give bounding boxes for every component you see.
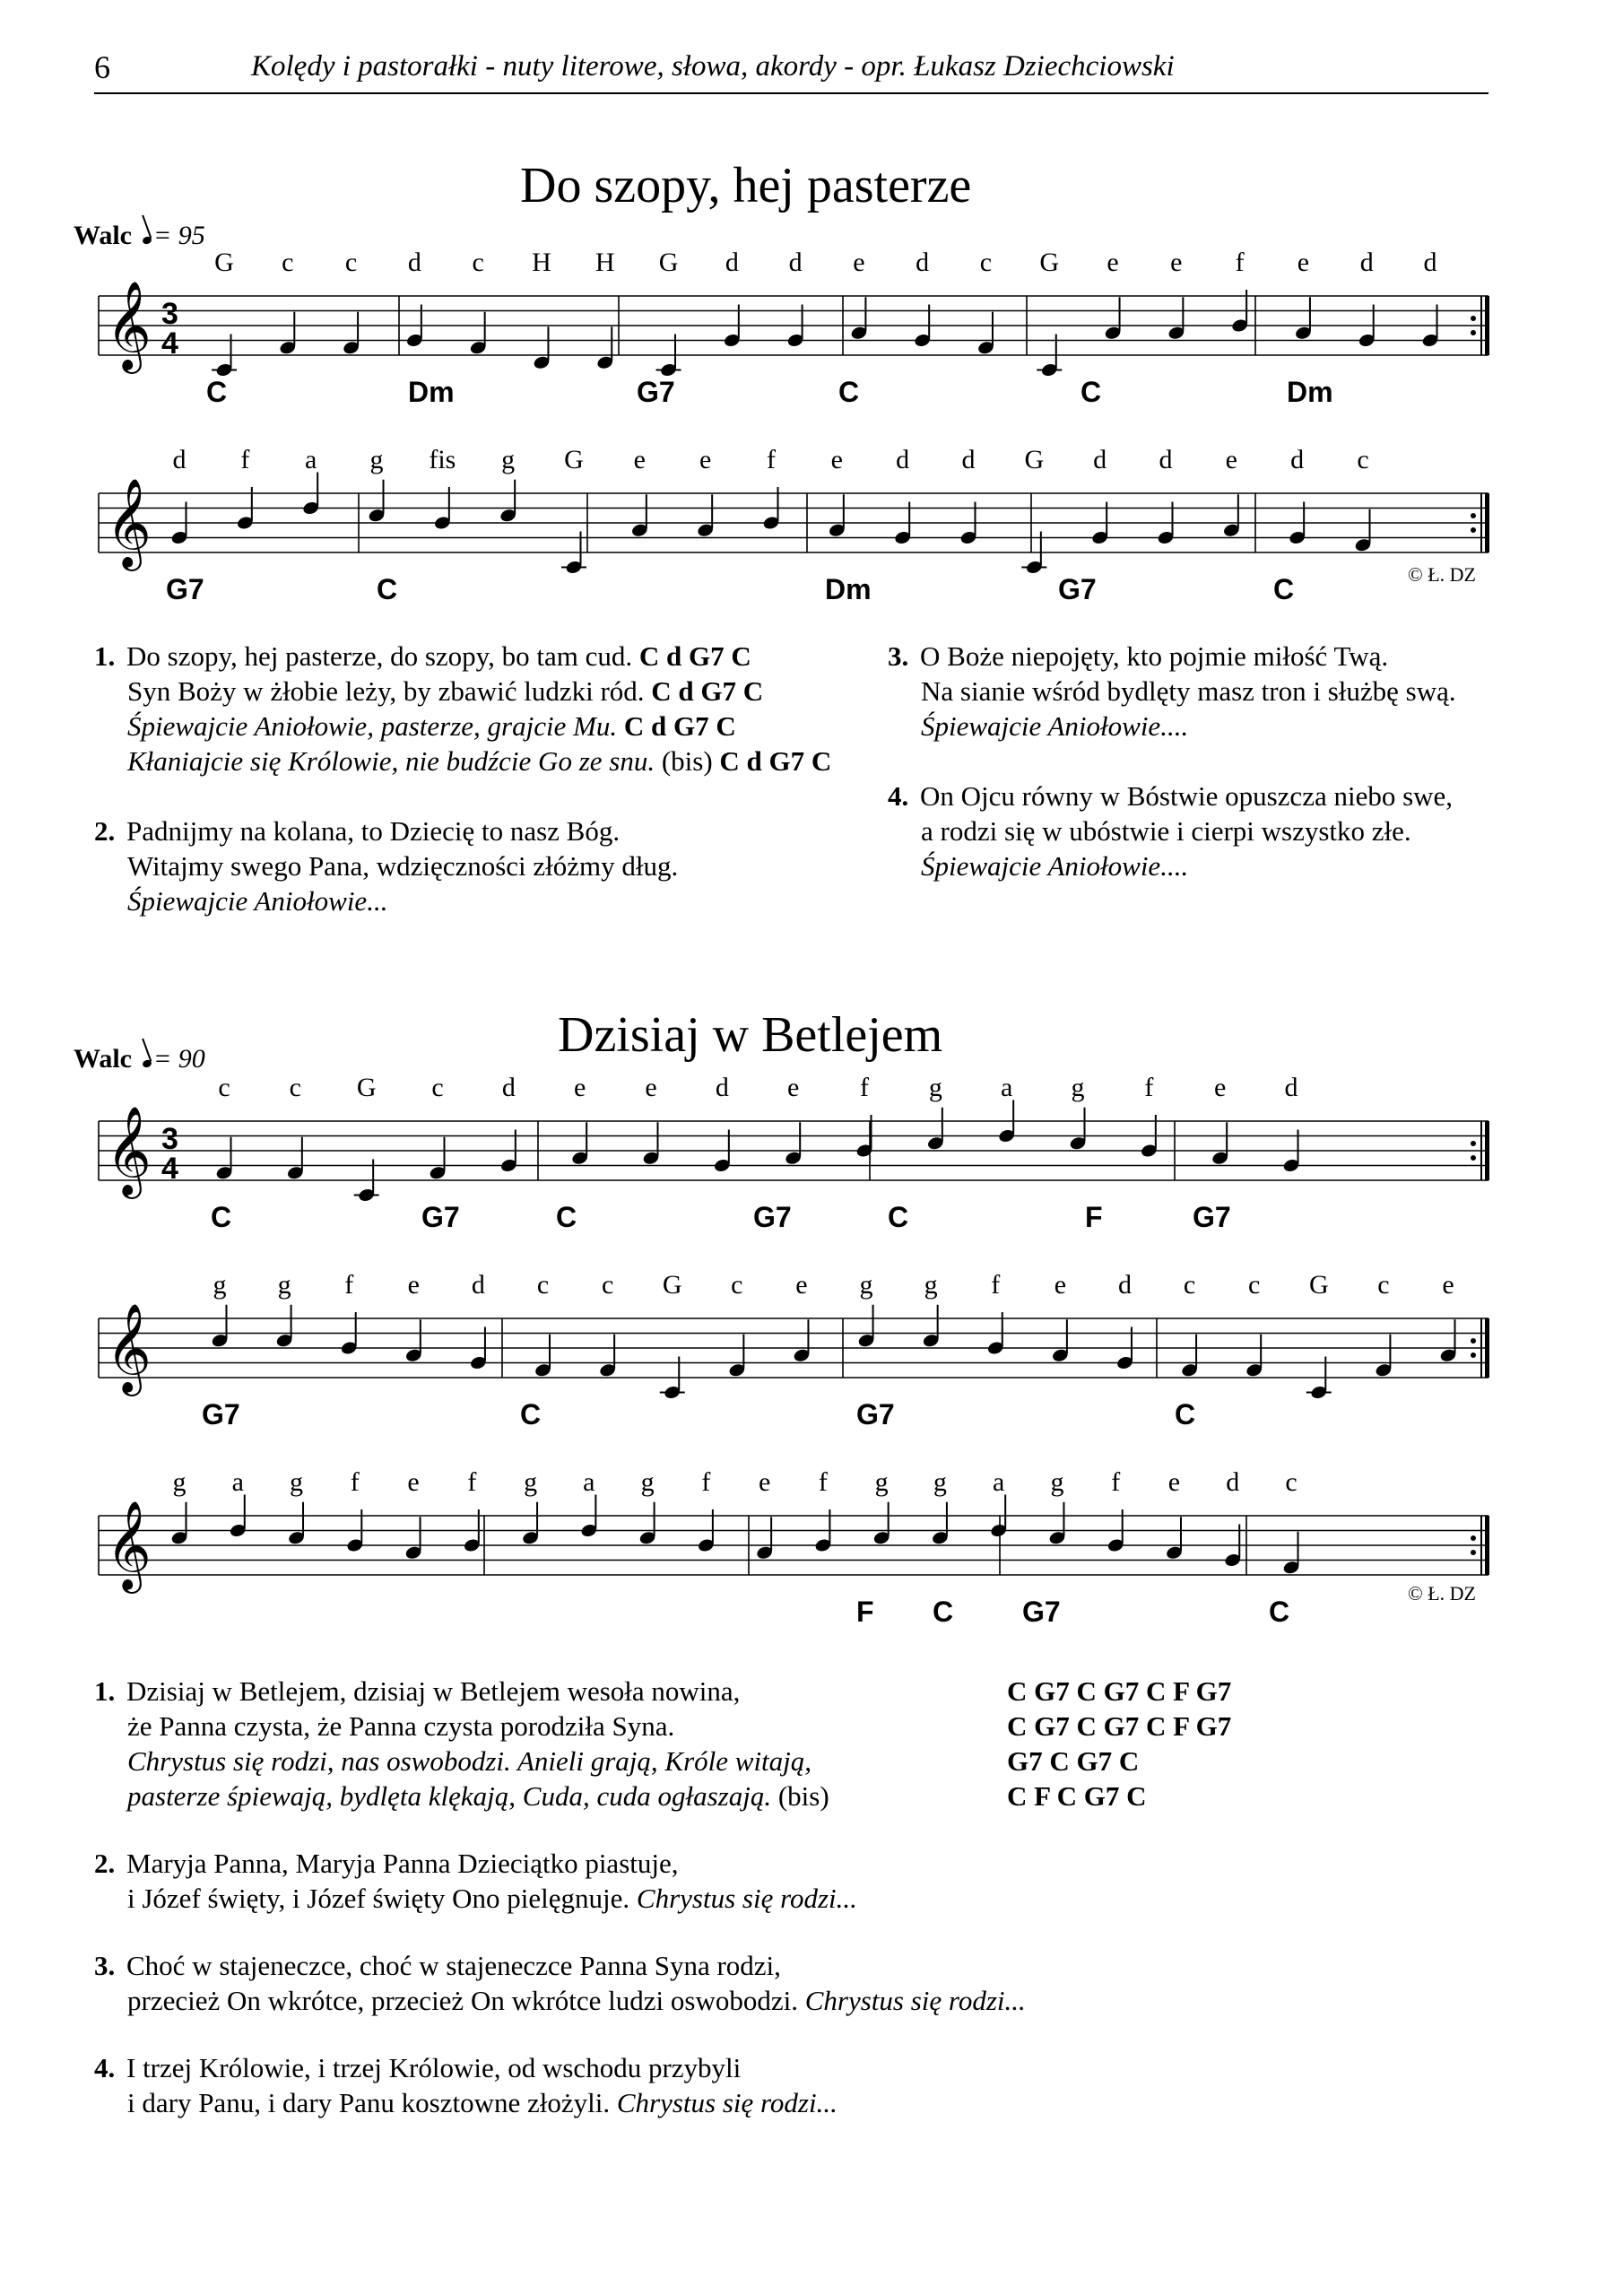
lyric-text: I trzej Królowie, i trzej Królowie, od wschodu przybyli bbox=[126, 2052, 742, 2083]
lyric-text: Syn Boży w żłobie leży, by zbawić ludzki ród. bbox=[127, 675, 645, 707]
refrain-reference: Chrystus się rodzi... bbox=[804, 1985, 1026, 2016]
verse-number: 3. bbox=[888, 640, 909, 672]
note-letter: d bbox=[1359, 251, 1374, 277]
note-letter: d bbox=[896, 448, 910, 474]
verse-line bbox=[94, 1709, 1232, 1744]
note-letter: e bbox=[633, 448, 646, 474]
note-letter: c bbox=[1183, 1274, 1196, 1300]
time-signature-bottom: 4 bbox=[161, 326, 178, 361]
chord-symbol: G7 bbox=[421, 1201, 460, 1233]
note-letter: e bbox=[787, 1076, 800, 1102]
note-letter: d bbox=[1093, 448, 1107, 474]
verse-line bbox=[94, 674, 831, 709]
verse-line bbox=[94, 1779, 1147, 1813]
verse-line bbox=[94, 1846, 1026, 1881]
note-letter: g bbox=[1071, 1076, 1085, 1102]
verse-line bbox=[888, 848, 1456, 883]
verse bbox=[94, 2050, 1026, 2120]
verse-line bbox=[94, 1744, 1140, 1779]
chord-symbol: C bbox=[888, 1201, 909, 1233]
time-signature-top: 3 bbox=[161, 1122, 178, 1156]
verse-line bbox=[94, 1881, 1026, 1916]
note-letter: c bbox=[979, 251, 993, 277]
note-letter: c bbox=[282, 251, 294, 277]
lyric-text: i dary Panu, i dary Panu kosztowne złożyli. bbox=[127, 2087, 611, 2118]
verse-number: 1. bbox=[94, 1675, 116, 1707]
refrain-reference: Chrystus się rodzi... bbox=[636, 1883, 857, 1914]
repeat-marker: (bis) bbox=[777, 1780, 829, 1812]
verse-line bbox=[94, 1983, 1026, 2018]
verse bbox=[888, 778, 1456, 883]
note-letter: g bbox=[369, 448, 384, 474]
note-letter: g bbox=[924, 1274, 938, 1300]
time-signature-top: 3 bbox=[161, 297, 178, 331]
lyric-chords: C d G7 C bbox=[623, 710, 736, 742]
verse-number: 4. bbox=[94, 2052, 116, 2083]
treble-clef-icon: 𝄞 bbox=[106, 1303, 152, 1393]
verses-right-1 bbox=[888, 639, 1456, 883]
lyric-text: i Józef święty, i Józef święty Ono pielęgnuje. bbox=[127, 1883, 630, 1914]
note-letter: d bbox=[172, 448, 187, 474]
lyric-text: Kłaniajcie się Królowie, nie budźcie Go ze snu. bbox=[127, 745, 655, 777]
song-title-1: Do szopy, hej pasterze bbox=[520, 158, 972, 213]
staff-system-2-2 bbox=[0, 1274, 1623, 1471]
note-letter: d bbox=[1290, 448, 1305, 474]
verses-2 bbox=[94, 1674, 1232, 2120]
tempo-marking-1 bbox=[74, 221, 205, 251]
quarter-note-icon bbox=[142, 236, 152, 246]
note-letter: d bbox=[501, 1076, 516, 1102]
note-letter: g bbox=[928, 1076, 942, 1102]
note-letter: g bbox=[874, 1471, 889, 1497]
staff-system-2-1 bbox=[0, 1076, 1623, 1274]
note-letter: G bbox=[356, 1076, 377, 1102]
note-letter: c bbox=[1248, 1274, 1261, 1300]
lyric-chords: C G7 C G7 C F G7 bbox=[1007, 1675, 1232, 1707]
note-letter: g bbox=[524, 1471, 538, 1497]
note-letter: g bbox=[213, 1274, 227, 1300]
chord-symbol: C bbox=[1269, 1596, 1290, 1628]
note-letter: d bbox=[961, 448, 976, 474]
note-letter: G bbox=[662, 1274, 682, 1300]
lyric-text: Na sianie wśród bydlęty masz tron i służbę swą. bbox=[921, 675, 1456, 707]
note-letter: e bbox=[1170, 251, 1183, 277]
chord-symbol: C bbox=[1081, 376, 1102, 408]
verse-line bbox=[888, 813, 1456, 848]
note-letter: g bbox=[501, 448, 516, 474]
staff-svg bbox=[0, 1471, 1623, 1668]
treble-clef-icon: 𝄞 bbox=[106, 1106, 152, 1196]
verse-number: 4. bbox=[888, 780, 909, 812]
note-letter: d bbox=[1159, 448, 1173, 474]
treble-clef-icon: 𝄞 bbox=[106, 1500, 152, 1590]
verse bbox=[94, 639, 831, 778]
lyric-chords: G7 C G7 C bbox=[1007, 1745, 1140, 1777]
verse-number: 1. bbox=[94, 640, 116, 672]
note-letter: c bbox=[289, 1076, 301, 1102]
chord-symbol: Dm bbox=[408, 376, 455, 408]
note-letter: G bbox=[1024, 448, 1045, 474]
note-letter: e bbox=[795, 1274, 808, 1300]
chord-symbol: C bbox=[1273, 573, 1295, 605]
note-letter: d bbox=[1117, 1274, 1132, 1300]
lyric-text: Dzisiaj w Betlejem, dzisiaj w Betlejem wesoła nowina, bbox=[126, 1675, 741, 1707]
note-letter: d bbox=[407, 251, 421, 277]
note-letter: e bbox=[853, 251, 865, 277]
treble-clef-icon: 𝄞 bbox=[106, 478, 152, 568]
tempo-value: = 90 bbox=[153, 1044, 205, 1074]
note-letter: d bbox=[471, 1274, 485, 1300]
lyric-text: On Ojcu równy w Bóstwie opuszcza niebo swe, bbox=[920, 780, 1454, 812]
staff-svg bbox=[0, 1076, 1623, 1274]
note-letter: f bbox=[991, 1274, 1001, 1300]
chord-symbol: G7 bbox=[637, 376, 675, 408]
verse-line bbox=[94, 639, 831, 674]
chord-symbol: C bbox=[1175, 1398, 1196, 1431]
note-letter: f bbox=[860, 1076, 869, 1102]
note-letter: c bbox=[536, 1274, 550, 1300]
verse bbox=[94, 1948, 1026, 2018]
verse bbox=[94, 1674, 1232, 1813]
note-letter: d bbox=[788, 251, 803, 277]
note-letter: e bbox=[758, 1471, 771, 1497]
staff-system-2-3 bbox=[0, 1471, 1623, 1668]
lyric-text: Śpiewajcie Aniołowie.... bbox=[921, 850, 1189, 882]
staff-system-1-1 bbox=[0, 251, 1623, 448]
note-letter: e bbox=[1297, 251, 1310, 277]
lyric-text: Śpiewajcie Aniołowie, pasterze, grajcie Mu. bbox=[127, 710, 618, 742]
note-letter: f bbox=[1235, 251, 1245, 277]
note-letter: f bbox=[1144, 1076, 1154, 1102]
note-letter: G bbox=[1308, 1274, 1329, 1300]
note-letter: g bbox=[933, 1471, 947, 1497]
note-letter: g bbox=[640, 1471, 655, 1497]
note-letter: G bbox=[658, 251, 679, 277]
note-letter: c bbox=[472, 251, 484, 277]
lyric-chords: C F C G7 C bbox=[1007, 1780, 1147, 1812]
note-letter: c bbox=[731, 1274, 743, 1300]
page-header bbox=[94, 43, 1488, 94]
chord-symbol: Dm bbox=[825, 573, 872, 605]
tempo-value: = 95 bbox=[153, 221, 205, 250]
quarter-note-icon bbox=[142, 1059, 152, 1069]
note-letter: e bbox=[407, 1471, 420, 1497]
staff-system-1-2 bbox=[0, 448, 1623, 646]
lyric-text: że Panna czysta, że Panna czysta porodziła Syna. bbox=[127, 1710, 675, 1742]
verse-line bbox=[94, 2085, 1026, 2120]
verse-number: 2. bbox=[94, 815, 116, 847]
note-letter: f bbox=[767, 448, 776, 474]
lyric-chords: C d G7 C bbox=[719, 745, 832, 777]
note-letter: a bbox=[993, 1471, 1005, 1497]
note-letter: e bbox=[1054, 1274, 1067, 1300]
page-number: 6 bbox=[94, 49, 110, 85]
chord-symbol: G7 bbox=[753, 1201, 792, 1233]
chord-symbol: G7 bbox=[1058, 573, 1097, 605]
chord-symbol: G7 bbox=[856, 1398, 895, 1431]
lyric-text: Choć w stajeneczce, choć w stajeneczce Panna Syna rodzi, bbox=[126, 1950, 781, 1981]
note-letter: e bbox=[1442, 1274, 1454, 1300]
note-letter: H bbox=[532, 251, 551, 277]
verse-line bbox=[94, 1948, 1026, 1983]
note-letter: f bbox=[818, 1471, 828, 1497]
note-letter: g bbox=[859, 1274, 873, 1300]
note-letter: H bbox=[595, 251, 615, 277]
note-letter: f bbox=[350, 1471, 360, 1497]
note-letter: f bbox=[467, 1471, 477, 1497]
chord-symbol: C bbox=[838, 376, 860, 408]
note-letter: G bbox=[1039, 251, 1060, 277]
tempo-label: Walc bbox=[74, 1044, 132, 1074]
chord-symbol: C bbox=[520, 1398, 542, 1431]
note-letter: f bbox=[344, 1274, 354, 1300]
note-letter: e bbox=[1225, 448, 1237, 474]
song-title-2: Dzisiaj w Betlejem bbox=[558, 1007, 943, 1063]
copyright-2: © Ł. DZ bbox=[1408, 1582, 1476, 1605]
staff-svg bbox=[0, 1274, 1623, 1471]
verse bbox=[94, 813, 831, 918]
verse-line bbox=[888, 778, 1456, 813]
note-letter: e bbox=[1107, 251, 1119, 277]
refrain-reference: Chrystus się rodzi... bbox=[616, 2087, 838, 2118]
chord-symbol: F bbox=[856, 1596, 874, 1628]
lyric-chords: C d G7 C bbox=[638, 640, 751, 672]
note-letter: a bbox=[583, 1471, 595, 1497]
lyric-text: Chrystus się rodzi, nas oswobodzi. Anieli grają, Króle witają, bbox=[127, 1745, 812, 1777]
verses-left-1 bbox=[94, 639, 831, 918]
lyric-chords: C G7 C G7 C F G7 bbox=[1007, 1710, 1232, 1742]
note-letter: e bbox=[1167, 1471, 1181, 1497]
note-letter: e bbox=[574, 1076, 586, 1102]
note-letter: c bbox=[1377, 1274, 1390, 1300]
lyric-chords: C d G7 C bbox=[651, 675, 764, 707]
verse-line bbox=[888, 639, 1456, 674]
chord-symbol: C bbox=[933, 1596, 954, 1628]
lyric-text: pasterze śpiewają, bydlęta klękają, Cuda, cuda ogłaszają. bbox=[127, 1780, 772, 1812]
note-letter: c bbox=[1285, 1471, 1298, 1497]
verse-line bbox=[94, 848, 831, 883]
chord-symbol: F bbox=[1085, 1201, 1103, 1233]
tempo-label: Walc bbox=[74, 221, 132, 250]
note-letter: f bbox=[1111, 1471, 1121, 1497]
staff-svg bbox=[0, 448, 1623, 646]
note-letter: d bbox=[715, 1076, 729, 1102]
note-letter: a bbox=[231, 1471, 244, 1497]
note-letter: d bbox=[1284, 1076, 1298, 1102]
note-letter: g bbox=[277, 1274, 291, 1300]
note-letter: e bbox=[645, 1076, 657, 1102]
staff-svg bbox=[0, 251, 1623, 448]
note-letter: f bbox=[701, 1471, 711, 1497]
note-letter: c bbox=[601, 1274, 614, 1300]
note-letter: c bbox=[431, 1076, 444, 1102]
verse-line bbox=[94, 813, 831, 848]
note-letter: e bbox=[830, 448, 843, 474]
chord-symbol: C bbox=[211, 1201, 232, 1233]
verse-number: 3. bbox=[94, 1950, 116, 1981]
lyric-text: przecież On wkrótce, przecież On wkrótce ludzi oswobodzi. bbox=[127, 1985, 798, 2016]
lyric-text: Maryja Panna, Maryja Panna Dzieciątko piastuje, bbox=[126, 1848, 679, 1879]
chord-symbol: G7 bbox=[166, 573, 204, 605]
note-letter: a bbox=[1001, 1076, 1013, 1102]
lyric-text: Śpiewajcie Aniołowie... bbox=[127, 885, 388, 917]
treble-clef-icon: 𝄞 bbox=[106, 281, 152, 370]
lyric-text: a rodzi się w ubóstwie i cierpi wszystko złe. bbox=[921, 815, 1411, 847]
verse bbox=[888, 639, 1456, 744]
running-title: Kolędy i pastorałki - nuty literowe, słowa, akordy - opr. Łukasz Dziechciowski bbox=[251, 50, 1175, 83]
note-letter: e bbox=[1214, 1076, 1227, 1102]
note-letter: G bbox=[214, 251, 234, 277]
verse-number: 2. bbox=[94, 1848, 116, 1879]
note-letter: fis bbox=[429, 448, 456, 474]
note-letter: g bbox=[1050, 1471, 1064, 1497]
lyric-text: Do szopy, hej pasterze, do szopy, bo tam cud. bbox=[126, 640, 633, 672]
note-letter: G bbox=[564, 448, 584, 474]
note-letter: d bbox=[1226, 1471, 1240, 1497]
repeat-marker: (bis) bbox=[661, 745, 713, 777]
verse-line bbox=[888, 674, 1456, 709]
chord-symbol: Dm bbox=[1287, 376, 1333, 408]
note-letter: c bbox=[218, 1076, 230, 1102]
chord-symbol: G7 bbox=[202, 1398, 240, 1431]
verse bbox=[94, 1846, 1026, 1916]
note-letter: g bbox=[290, 1471, 304, 1497]
chord-symbol: C bbox=[556, 1201, 577, 1233]
verse-line bbox=[888, 709, 1456, 744]
chord-symbol: C bbox=[206, 376, 228, 408]
lyric-text: Witajmy swego Pana, wdzięczności złóżmy dług. bbox=[127, 850, 679, 882]
lyric-text: Śpiewajcie Aniołowie.... bbox=[921, 710, 1189, 742]
verse-line bbox=[94, 2050, 1026, 2085]
note-letter: a bbox=[305, 448, 317, 474]
copyright-1: © Ł. DZ bbox=[1408, 563, 1476, 586]
chord-symbol: G7 bbox=[1193, 1201, 1231, 1233]
time-signature-bottom: 4 bbox=[161, 1152, 178, 1186]
lyric-text: O Boże niepojęty, kto pojmie miłość Twą. bbox=[920, 640, 1389, 672]
verse-line bbox=[94, 1674, 1232, 1709]
note-letter: f bbox=[240, 448, 250, 474]
note-letter: c bbox=[1357, 448, 1369, 474]
verse-line bbox=[94, 709, 831, 744]
note-letter: d bbox=[916, 251, 930, 277]
verse-line bbox=[94, 744, 831, 778]
note-letter: d bbox=[1423, 251, 1437, 277]
tempo-marking-2 bbox=[74, 1044, 205, 1074]
note-letter: e bbox=[407, 1274, 420, 1300]
chord-symbol: C bbox=[377, 573, 398, 605]
verse-line bbox=[94, 883, 831, 918]
lyric-text: Padnijmy na kolana, to Dziecię to nasz Bóg. bbox=[126, 815, 621, 847]
note-letter: c bbox=[344, 251, 358, 277]
note-letter: d bbox=[725, 251, 739, 277]
note-letter: e bbox=[699, 448, 712, 474]
chord-symbol: G7 bbox=[1022, 1596, 1061, 1628]
note-letter: g bbox=[172, 1471, 187, 1497]
